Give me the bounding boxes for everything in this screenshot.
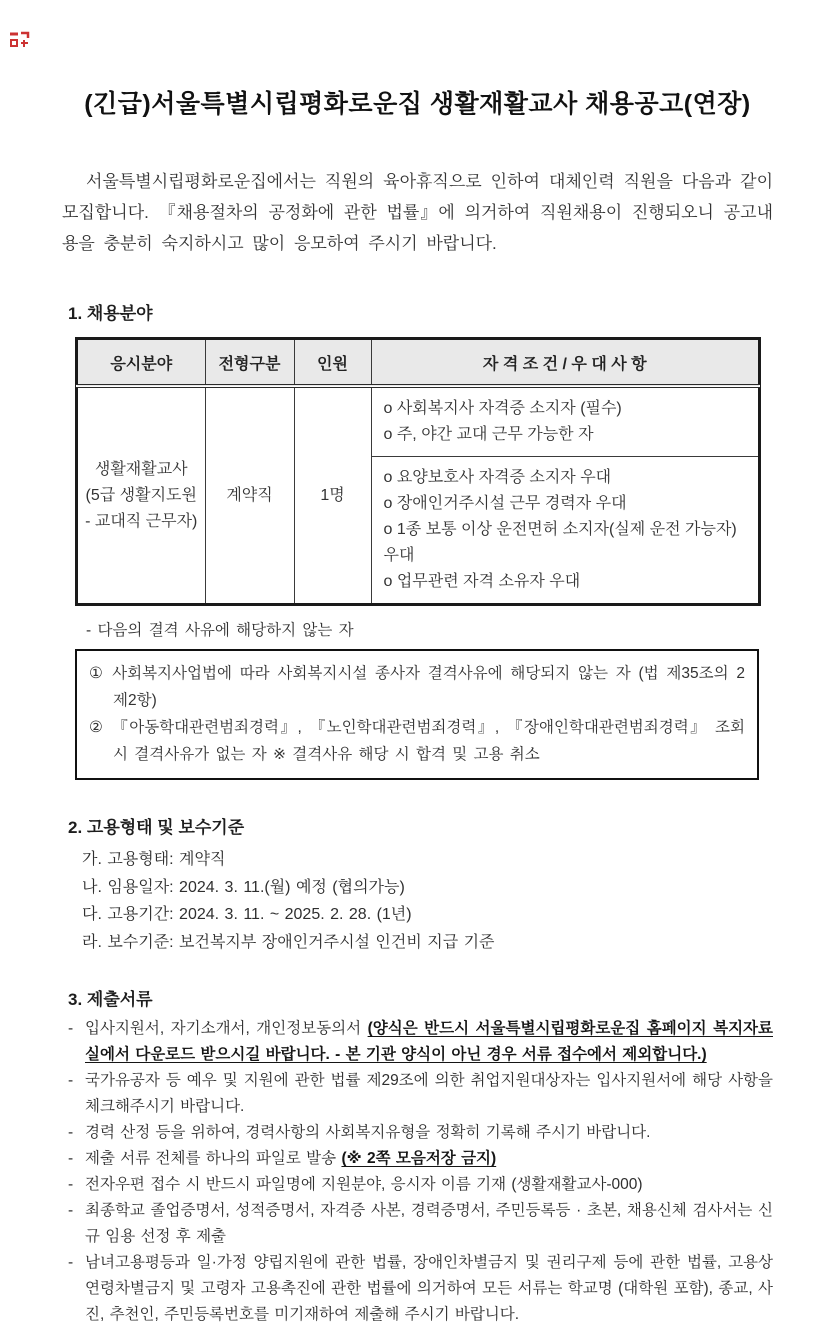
intro-paragraph: 서울특별시립평화로운집에서는 직원의 육아휴직으로 인하여 대체인력 직원을 다음과 같이 모집합니다. 『채용절차의 공정화에 관한 법률』에 의거하여 직원채용이 진행되오니 공고내용을 충분히 숙지하시고 많이 응모하여 주시기 바랍니다. — [62, 172, 773, 253]
section1-heading: 1. 채용분야 — [68, 304, 153, 323]
employment-item: 가. 고용형태: 계약직 — [82, 851, 226, 868]
list-item: - 최종학교 졸업증명서, 성적증명서, 자격증 사본, 경력증명서, 주민등록등 · 초본, 채용신체 검사서는 신규 임용 선정 후 제출 — [68, 1202, 773, 1245]
emphasized-text: (양식은 반드시 서울특별시립평화로운집 홈페이지 복지자료실에서 다운로드 받으시길 바랍니다. - 본 기관 양식이 아닌 경우 서류 접수에서 제외합니다.) — [85, 1020, 773, 1063]
list-item: - 경력 산정 등을 위하여, 경력사항의 사회복지유형을 정확히 기록해 주시기 바랍니다. — [68, 1124, 651, 1141]
table-header-row — [77, 339, 759, 386]
red-annotation-mark-icon — [8, 30, 30, 50]
col-header-type: 전형구분 — [205, 339, 294, 386]
qual-preferred-item: o 1종 보통 이상 운전면허 소지자(실제 운전 가능자) 우대 — [383, 521, 737, 564]
cell-count: 1명 — [294, 386, 371, 604]
section-recruitment-field — [62, 299, 773, 780]
list-item: - 국가유공자 등 예우 및 지원에 관한 법률 제29조에 의한 취업지원대상자는 입사지원서에 해당 사항을 체크해주시기 바랍니다. — [68, 1072, 773, 1115]
disqualification-box — [75, 649, 759, 780]
qual-preferred-item: o 요양보호사 자격증 소지자 우대 — [383, 469, 612, 486]
col-header-count: 인원 — [294, 339, 371, 386]
list-item: - 입사지원서, 자기소개서, 개인정보동의서 (양식은 반드시 서울특별시립평화로운집 홈페이지 복지자료실에서 다운로드 받으시길 바랍니다. - 본 기관 양식이 아닌 경우 서류 접수에서 제외합니다.) — [68, 1020, 773, 1063]
employment-item: 다. 고용기간: 2024. 3. 11. ~ 2025. 2. 28. (1년) — [82, 906, 412, 923]
section3-heading: 3. 제출서류 — [68, 990, 153, 1009]
emphasized-text: (※ 2쪽 모음저장 금지) — [341, 1150, 497, 1167]
col-header-field: 응시분야 — [77, 339, 205, 386]
disqualification-item: ② 『아동학대관련범죄경력』, 『노인학대관련범죄경력』, 『장애인학대관련범죄경력』 조회 시 결격사유가 없는 자 ※ 결격사유 해당 시 합격 및 고용 취소 — [89, 719, 745, 763]
cell-field: 생활재활교사 (5급 생활지도원 - 교대직 근무자) — [77, 386, 205, 604]
cell-type: 계약직 — [205, 386, 294, 604]
section2-heading: 2. 고용형태 및 보수기준 — [68, 818, 245, 837]
qual-required-item: o 주, 야간 교대 근무 가능한 자 — [383, 426, 594, 443]
employment-item: 나. 임용일자: 2024. 3. 11.(월) 예정 (협의가능) — [82, 878, 405, 896]
qual-preferred-item: o 업무관련 자격 소유자 우대 — [383, 573, 581, 590]
employment-item: 라. 보수기준: 보건복지부 장애인거주시설 인건비 지급 기준 — [82, 933, 495, 951]
section-required-documents — [62, 985, 773, 1328]
recruitment-table — [76, 338, 760, 605]
page-title: (긴급)서울특별시립평화로운집 생활재활교사 채용공고(연장) — [84, 90, 751, 118]
qual-required-item: o 사회복지사 자격증 소지자 (필수) — [383, 400, 622, 417]
cell-preferred-qualifications — [371, 457, 759, 605]
table-row — [77, 386, 759, 457]
list-item: - 남녀고용평등과 일·가정 양립지원에 관한 법률, 장애인차별금지 및 권리구제 등에 관한 법률, 고용상 연령차별금지 및 고령자 고용촉진에 관한 법률에 의거하여 모든 서류는 학교명 (대학원 포함), 종교, 사진, 추천인, 주민등록번호를 미기재하여 제출해 주시기 바랍니다. — [68, 1254, 773, 1323]
cell-required-qualifications — [371, 386, 759, 457]
disqualification-note: - 다음의 결격 사유에 해당하지 않는 자 — [86, 622, 354, 639]
list-item: - 전자우편 접수 시 반드시 파일명에 지원분야, 응시자 이름 기재 (생활재활교사-000) — [68, 1176, 643, 1193]
section-employment-terms — [62, 813, 773, 956]
document-bullet-list — [68, 1016, 773, 1328]
col-header-qualifications: 자 격 조 건 / 우 대 사 항 — [371, 339, 759, 386]
disqualification-item: ① 사회복지사업법에 따라 사회복지시설 종사자 결격사유에 해당되지 않는 자 (법 제35조의 2 제2항) — [89, 665, 745, 709]
qual-preferred-item: o 장애인거주시설 근무 경력자 우대 — [383, 495, 627, 512]
list-item: - 제출 서류 전체를 하나의 파일로 발송 (※ 2쪽 모음저장 금지) — [68, 1150, 497, 1167]
